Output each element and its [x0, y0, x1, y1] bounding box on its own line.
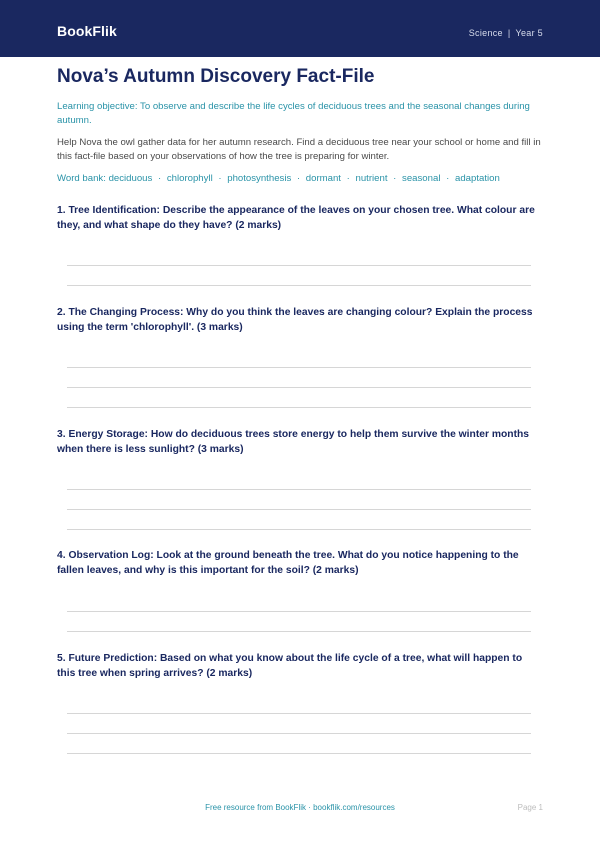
answer-line[interactable] — [67, 509, 531, 510]
answer-line[interactable] — [67, 489, 531, 490]
word-bank-term: adaptation — [454, 173, 500, 184]
question-3: 3. Energy Storage: How do deciduous trees store energy to help them survive the winter months when there is less sunlight? (3 marks) — [57, 429, 530, 455]
word-bank-label: Word bank: — [57, 173, 106, 184]
word-bank-term: chlorophyll — [166, 173, 213, 184]
meta-separator: | — [507, 28, 511, 38]
question-2: 2. The Changing Process: Why do you think the leaves are changing colour? Explain the process using the term 'chlorophyll'. (3 marks) — [57, 307, 533, 333]
answer-line[interactable] — [67, 611, 531, 612]
footer-link[interactable]: Free resource from BookFlik · bookflik.com/resources — [205, 803, 395, 812]
word-bank-term: seasonal — [402, 173, 441, 184]
word-bank-term: nutrient — [355, 173, 388, 184]
question-4: 4. Observation Log: Look at the ground beneath the tree. What do you notice happening to the fallen leaves, and why is this important for the soil? (2 marks) — [57, 550, 519, 576]
answer-line[interactable] — [67, 733, 531, 734]
question-5: 5. Future Prediction: Based on what you know about the life cycle of a tree, what will happen to this tree when spring arrives? (2 marks) — [57, 653, 523, 679]
intro-text: Help Nova the owl gather data for her autumn research. Find a deciduous tree near your school or home and fill in this fact-file based on your observations of how the tree is preparing for winter. — [57, 137, 541, 162]
header-bar — [0, 0, 600, 57]
learning-objective: Learning objective: To observe and describe the life cycles of deciduous trees and the seasonal changes during autumn. — [57, 101, 530, 126]
word-bank: Word bank: deciduous · chlorophyll · photosynthesis · dormant · nutrient · seasonal · adaptation — [57, 173, 500, 184]
word-bank-term: deciduous — [108, 173, 153, 184]
page-number: Page 1 — [517, 803, 543, 812]
answer-line[interactable] — [67, 285, 531, 286]
answer-line[interactable] — [67, 367, 531, 368]
subject-label: Science — [468, 28, 503, 38]
answer-line[interactable] — [67, 387, 531, 388]
answer-line[interactable] — [67, 753, 531, 754]
brand-logo: BookFlik — [57, 23, 117, 39]
year-label: Year 5 — [515, 28, 543, 38]
answer-line[interactable] — [67, 631, 531, 632]
answer-line[interactable] — [67, 265, 531, 266]
answer-line[interactable] — [67, 529, 531, 530]
subject-year — [469, 28, 543, 38]
word-bank-term: dormant — [305, 173, 341, 184]
word-bank-term: photosynthesis — [227, 173, 292, 184]
answer-line[interactable] — [67, 713, 531, 714]
page-title: Nova’s Autumn Discovery Fact-File — [57, 66, 375, 87]
answer-line[interactable] — [67, 407, 531, 408]
question-1: 1. Tree Identification: Describe the appearance of the leaves on your chosen tree. What colour are they, and what shape do they have? (2 marks) — [57, 205, 535, 231]
worksheet-intro — [57, 66, 543, 186]
